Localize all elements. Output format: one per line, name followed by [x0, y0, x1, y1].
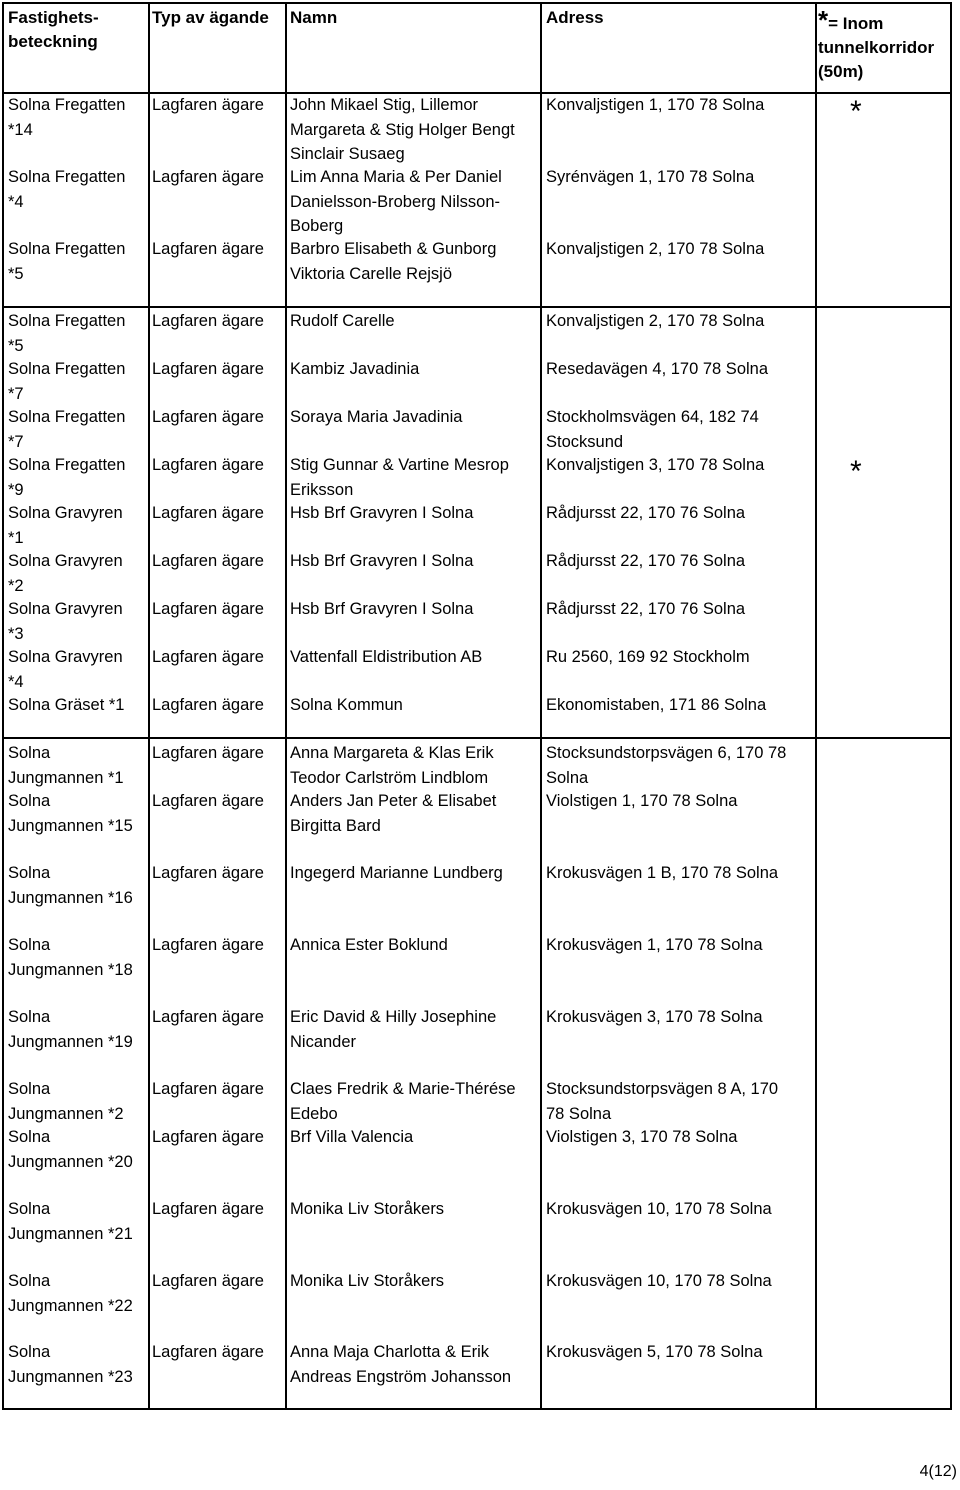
cell-typ: [152, 1269, 286, 1294]
namn-line: Monika Liv Storåkers: [290, 1200, 445, 1218]
fastighet-line: Solna Fregatten: [8, 96, 126, 114]
typ-line: Lagfaren ägare: [152, 1128, 264, 1146]
namn-line: Ingegerd Marianne Lundberg: [290, 864, 503, 882]
cell-namn: [290, 1125, 540, 1150]
cell-adress: [546, 453, 814, 478]
namn-line: Claes Fredrik & Marie-Thérése: [290, 1080, 516, 1098]
fastighet-line: Jungmannen *15: [8, 816, 133, 835]
adress-line: Krokusvägen 10, 170 78 Solna: [546, 1272, 772, 1290]
adress-line: Konvaljstigen 2, 170 78 Solna: [546, 312, 765, 330]
cell-adress: [546, 597, 814, 622]
adress-line: Krokusvägen 1, 170 78 Solna: [546, 936, 763, 954]
cell-typ: [152, 693, 286, 718]
typ-line: Lagfaren ägare: [152, 504, 264, 522]
cell-namn: [290, 645, 540, 670]
fastighet-line: Solna: [8, 936, 51, 954]
fastighet-line: Solna Gravyren: [8, 648, 123, 666]
cell-fastighet: [8, 357, 146, 406]
adress-line: Rådjursst 22, 170 76 Solna: [546, 552, 746, 570]
cell-fastighet: [8, 1125, 146, 1174]
adress-line: Stocksund: [546, 432, 624, 451]
fastighet-line: Solna: [8, 792, 51, 810]
column-divider: [148, 2, 150, 1410]
cell-adress: [546, 309, 814, 334]
typ-line: Lagfaren ägare: [152, 456, 264, 474]
cell-fastighet: [8, 645, 146, 694]
fastighet-line: *7: [8, 432, 24, 451]
typ-line: Lagfaren ägare: [152, 792, 264, 810]
cell-namn: [290, 1269, 540, 1294]
typ-line: Lagfaren ägare: [152, 600, 264, 618]
adress-line: Syrénvägen 1, 170 78 Solna: [546, 168, 755, 186]
cell-adress: [546, 405, 814, 454]
cell-adress: [546, 861, 814, 886]
cell-adress: [546, 645, 814, 670]
namn-line: Stig Gunnar & Vartine Mesrop: [290, 456, 509, 474]
namn-line: Hsb Brf Gravyren I Solna: [290, 600, 474, 618]
namn-line: Eric David & Hilly Josephine: [290, 1008, 497, 1026]
cell-typ: [152, 357, 286, 382]
namn-line: Hsb Brf Gravyren I Solna: [290, 552, 474, 570]
fastighet-line: *1: [8, 528, 24, 547]
cell-fastighet: [8, 789, 146, 838]
fastighet-line: Solna: [8, 1080, 51, 1098]
cell-namn: [290, 933, 540, 958]
cell-fastighet: [8, 597, 146, 646]
adress-line: Krokusvägen 1 B, 170 78 Solna: [546, 864, 779, 882]
fastighet-line: Solna: [8, 1128, 51, 1146]
adress-line: Konvaljstigen 1, 170 78 Solna: [546, 96, 765, 114]
adress-line: Krokusvägen 3, 170 78 Solna: [546, 1008, 763, 1026]
namn-line: Teodor Carlström Lindblom: [290, 768, 489, 787]
cell-namn: [290, 165, 540, 239]
fastighet-line: *2: [8, 576, 24, 595]
inom-star-glyph: *: [818, 5, 829, 35]
fastighet-line: *4: [8, 672, 24, 691]
adress-line: Konvaljstigen 3, 170 78 Solna: [546, 456, 765, 474]
cell-fastighet: [8, 741, 146, 790]
cell-fastighet: [8, 693, 146, 718]
header-adress: Adress: [546, 8, 604, 27]
namn-line: Rudolf Carelle: [290, 312, 395, 330]
adress-line: 78 Solna: [546, 1104, 612, 1123]
cell-fastighet: [8, 1077, 146, 1126]
adress-line: Konvaljstigen 2, 170 78 Solna: [546, 240, 765, 258]
fastighet-line: Solna: [8, 1200, 51, 1218]
cell-fastighet: [8, 1197, 146, 1246]
cell-namn: [290, 1340, 540, 1389]
namn-line: Andreas Engström Johansson: [290, 1367, 512, 1386]
cell-fastighet: [8, 93, 146, 142]
cell-namn: [290, 861, 540, 886]
adress-line: Rådjursst 22, 170 76 Solna: [546, 504, 746, 522]
namn-line: Kambiz Javadinia: [290, 360, 420, 378]
cell-typ: [152, 789, 286, 814]
typ-line: Lagfaren ägare: [152, 648, 264, 666]
fastighet-line: Jungmannen *1: [8, 768, 124, 787]
namn-line: Margareta & Stig Holger Bengt: [290, 120, 515, 139]
fastighet-line: Solna Fregatten: [8, 240, 126, 258]
cell-typ: [152, 1077, 286, 1102]
namn-line: Boberg: [290, 217, 344, 235]
cell-namn: [290, 237, 540, 286]
fastighet-line: *3: [8, 624, 24, 643]
cell-typ: [152, 645, 286, 670]
cell-adress: [546, 741, 814, 790]
namn-line: Vattenfall Eldistribution AB: [290, 648, 483, 666]
fastighet-line: *9: [8, 480, 24, 499]
cell-namn: [290, 741, 540, 790]
header-inom: *= Inom tunnelkorridor (50m): [818, 5, 935, 81]
cell-typ: [152, 501, 286, 526]
cell-typ: [152, 597, 286, 622]
namn-line: Monika Liv Storåkers: [290, 1272, 445, 1290]
fastighet-line: Solna Fregatten: [8, 312, 126, 330]
cell-typ: [152, 453, 286, 478]
inom-marker: *: [850, 95, 862, 128]
cell-adress: [546, 1340, 814, 1365]
cell-fastighet: [8, 1005, 146, 1054]
header-fastighet: Fastighets- beteckning: [8, 8, 99, 51]
cell-adress: [546, 165, 814, 190]
fastighet-line: Solna: [8, 864, 51, 882]
typ-line: Lagfaren ägare: [152, 96, 264, 114]
typ-line: Lagfaren ägare: [152, 312, 264, 330]
typ-line: Lagfaren ägare: [152, 936, 264, 954]
cell-fastighet: [8, 933, 146, 982]
fastighet-line: *14: [8, 120, 33, 139]
cell-fastighet: [8, 165, 146, 214]
adress-line: Resedavägen 4, 170 78 Solna: [546, 360, 769, 378]
fastighet-line: Jungmannen *22: [8, 1296, 133, 1315]
cell-fastighet: [8, 1340, 146, 1389]
fastighet-line: Jungmannen *2: [8, 1104, 124, 1123]
fastighet-line: Solna Fregatten: [8, 360, 126, 378]
namn-line: Anna Margareta & Klas Erik: [290, 744, 494, 762]
row-group-divider: [2, 306, 952, 308]
cell-fastighet: [8, 309, 146, 358]
cell-adress: [546, 549, 814, 574]
header-typ: Typ av ägande: [152, 8, 269, 27]
fastighet-line: Solna Fregatten: [8, 168, 126, 186]
cell-adress: [546, 933, 814, 958]
cell-typ: [152, 237, 286, 262]
fastighet-line: Jungmannen *16: [8, 888, 133, 907]
cell-typ: [152, 93, 286, 118]
adress-line: Stocksundstorpsvägen 6, 170 78: [546, 744, 787, 762]
cell-adress: [546, 789, 814, 814]
fastighet-line: Solna: [8, 1008, 51, 1026]
fastighet-line: Jungmannen *20: [8, 1152, 133, 1171]
typ-line: Lagfaren ägare: [152, 864, 264, 882]
adress-line: Stockholmsvägen 64, 182 74: [546, 408, 759, 426]
fastighet-line: Jungmannen *19: [8, 1032, 133, 1051]
adress-line: Ru 2560, 169 92 Stockholm: [546, 648, 750, 666]
cell-namn: [290, 1197, 540, 1222]
namn-line: Barbro Elisabeth & Gunborg: [290, 240, 497, 258]
cell-adress: [546, 501, 814, 526]
cell-namn: [290, 549, 540, 574]
cell-namn: [290, 1077, 540, 1126]
cell-adress: [546, 1125, 814, 1150]
typ-line: Lagfaren ägare: [152, 696, 264, 714]
namn-line: Lim Anna Maria & Per Daniel: [290, 168, 502, 186]
fastighet-line: *4: [8, 192, 24, 211]
adress-line: Krokusvägen 5, 170 78 Solna: [546, 1343, 763, 1361]
cell-namn: [290, 357, 540, 382]
cell-adress: [546, 237, 814, 262]
cell-adress: [546, 357, 814, 382]
fastighet-line: *5: [8, 336, 24, 355]
column-divider: [540, 2, 542, 1410]
inom-marker: *: [850, 455, 862, 488]
namn-line: Danielsson-Broberg Nilsson-: [290, 192, 501, 211]
typ-line: Lagfaren ägare: [152, 1008, 264, 1026]
cell-namn: [290, 789, 540, 838]
fastighet-line: Solna: [8, 1343, 51, 1361]
cell-typ: [152, 861, 286, 886]
cell-adress: [546, 1269, 814, 1294]
fastighet-line: Jungmannen *18: [8, 960, 133, 979]
cell-typ: [152, 1197, 286, 1222]
namn-line: Birgitta Bard: [290, 816, 381, 835]
namn-line: Sinclair Susaeg: [290, 145, 405, 163]
namn-line: Eriksson: [290, 480, 354, 499]
cell-namn: [290, 597, 540, 622]
namn-line: Edebo: [290, 1104, 338, 1123]
adress-line: Stocksundstorpsvägen 8 A, 170: [546, 1080, 779, 1098]
cell-namn: [290, 1005, 540, 1054]
fastighet-line: Solna: [8, 744, 51, 762]
cell-fastighet: [8, 237, 146, 286]
cell-adress: [546, 1077, 814, 1126]
cell-fastighet: [8, 549, 146, 598]
page-number: 4(12): [919, 1463, 957, 1480]
cell-typ: [152, 549, 286, 574]
typ-line: Lagfaren ägare: [152, 1080, 264, 1098]
namn-line: John Mikael Stig, Lillemor: [290, 96, 478, 114]
fastighet-line: Jungmannen *21: [8, 1224, 133, 1243]
cell-namn: [290, 501, 540, 526]
header-namn: Namn: [290, 8, 338, 27]
fastighet-line: Solna Gräset *1: [8, 696, 125, 714]
cell-adress: [546, 1005, 814, 1030]
adress-line: Ekonomistaben, 171 86 Solna: [546, 696, 767, 714]
typ-line: Lagfaren ägare: [152, 1343, 264, 1361]
cell-fastighet: [8, 861, 146, 910]
fastighet-line: Solna Gravyren: [8, 504, 123, 522]
namn-line: Soraya Maria Javadinia: [290, 408, 463, 426]
cell-namn: [290, 93, 540, 167]
typ-line: Lagfaren ägare: [152, 552, 264, 570]
typ-line: Lagfaren ägare: [152, 240, 264, 258]
typ-line: Lagfaren ägare: [152, 360, 264, 378]
namn-line: Solna Kommun: [290, 696, 403, 714]
adress-line: Violstigen 1, 170 78 Solna: [546, 792, 738, 810]
cell-namn: [290, 693, 540, 718]
cell-adress: [546, 93, 814, 118]
namn-line: Anders Jan Peter & Elisabet: [290, 792, 497, 810]
cell-adress: [546, 693, 814, 718]
typ-line: Lagfaren ägare: [152, 1200, 264, 1218]
typ-line: Lagfaren ägare: [152, 168, 264, 186]
row-group-divider: [2, 737, 952, 739]
cell-namn: [290, 405, 540, 430]
namn-line: Viktoria Carelle Rejsjö: [290, 264, 453, 283]
namn-line: Brf Villa Valencia: [290, 1128, 414, 1146]
adress-line: Violstigen 3, 170 78 Solna: [546, 1128, 738, 1146]
namn-line: Anna Maja Charlotta & Erik: [290, 1343, 490, 1361]
typ-line: Lagfaren ägare: [152, 408, 264, 426]
fastighet-line: Solna: [8, 1272, 51, 1290]
cell-typ: [152, 933, 286, 958]
cell-typ: [152, 309, 286, 334]
cell-typ: [152, 1125, 286, 1150]
adress-line: Rådjursst 22, 170 76 Solna: [546, 600, 746, 618]
cell-namn: [290, 309, 540, 334]
adress-line: Krokusvägen 10, 170 78 Solna: [546, 1200, 772, 1218]
namn-line: Hsb Brf Gravyren I Solna: [290, 504, 474, 522]
column-divider: [815, 2, 817, 1410]
adress-line: Solna: [546, 768, 589, 787]
cell-fastighet: [8, 501, 146, 550]
fastighet-line: Solna Fregatten: [8, 456, 126, 474]
cell-namn: [290, 453, 540, 502]
fastighet-line: *7: [8, 384, 24, 403]
cell-fastighet: [8, 453, 146, 502]
namn-line: Annica Ester Boklund: [290, 936, 448, 954]
fastighet-line: Solna Gravyren: [8, 552, 123, 570]
cell-adress: [546, 1197, 814, 1222]
fastighet-line: Solna Gravyren: [8, 600, 123, 618]
cell-typ: [152, 405, 286, 430]
namn-line: Nicander: [290, 1032, 357, 1051]
cell-typ: [152, 165, 286, 190]
typ-line: Lagfaren ägare: [152, 744, 264, 762]
cell-typ: [152, 741, 286, 766]
cell-typ: [152, 1340, 286, 1365]
cell-fastighet: [8, 1269, 146, 1318]
typ-line: Lagfaren ägare: [152, 1272, 264, 1290]
fastighet-line: *5: [8, 264, 24, 283]
cell-typ: [152, 1005, 286, 1030]
cell-fastighet: [8, 405, 146, 454]
fastighet-line: Jungmannen *23: [8, 1367, 133, 1386]
fastighet-line: Solna Fregatten: [8, 408, 126, 426]
